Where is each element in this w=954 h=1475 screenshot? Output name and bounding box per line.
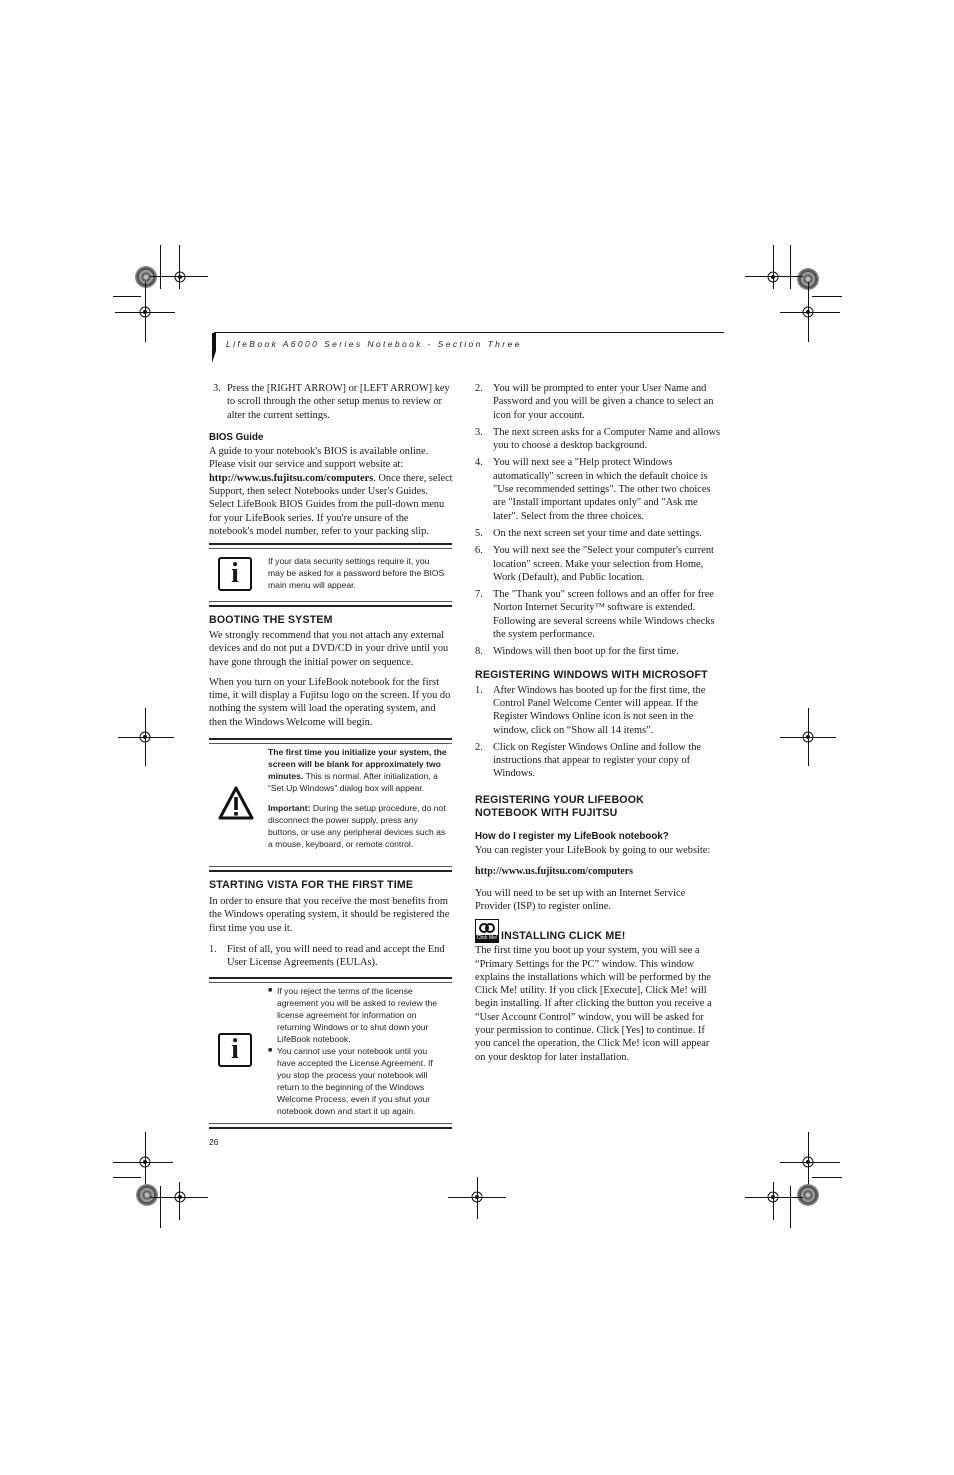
header-rule [214,332,724,333]
click-me-icon: Click Me! [475,919,499,943]
list-item: 3. Press the [RIGHT ARROW] or [LEFT ARROW] key to scroll through the other setup menus to review or alter the current settings. [213,383,450,421]
paragraph: When you turn on your LifeBook notebook for the first time, it will display a Fujitsu logo on the screen. If you do nothing the system will load the operating system, and then the Windows Welcome will begin. [209,676,451,728]
left-column-2 [209,614,453,735]
crosshair-icon [135,302,155,322]
info-icon: i [218,1033,252,1067]
crosshair-icon [798,302,818,322]
list-item: 1. First of all, you will need to read and accept the End User License Agreements (EULAs). [209,943,445,969]
crosshair-icon [763,1187,783,1207]
list-item: 7. The "Thank you" screen follows and an offer for free Norton Internet Security™ software is extended. Following are several screens while Windows checks the system performance. [475,589,715,641]
bullet-item: ■ If you reject the terms of the license agreement you will be asked to review the license agreement for information on returning Windows or to shut down your LifeBook notebook. [268,986,438,1044]
crosshair-icon [170,1187,190,1207]
list-item: 8. Windows will then boot up for the first time. [475,646,679,658]
crosshair-icon [763,267,783,287]
running-title: LifeBook A6000 Series Notebook - Section Three [226,339,522,349]
paragraph: The first time you boot up your system, you will see a “Primary Settings for the PC” window. This window explains the installations which will be performed by the Click Me! utility. If you click [Execute], Click Me! will begin installing. If after clicking the button you receive a “User Account Control” window, you will be asked for your permission to continue. Click [Yes] to continue. If you cancel the operation, the Click Me! icon will appear on your desktop for later installation. [475,945,712,1063]
caution-note-box [209,738,452,872]
click-me-heading-row [475,919,721,943]
crosshair-icon [467,1187,487,1207]
vista-heading: STARTING VISTA FOR THE FIRST TIME [209,879,414,891]
list-item: 5. On the next screen set your time and date settings. [475,527,702,539]
click-me-heading: INSTALLING CLICK ME! [501,930,626,943]
note-bullets [268,985,448,1117]
info-note-box-2 [209,977,452,1129]
crosshair-icon [135,727,155,747]
header-corner-marker [212,333,220,363]
registration-dial-icon [136,1184,158,1206]
list-item: 4. You will next see a "Help protect Windows automatically" screen in which the default choice is "Use recommended settings". The other two choices are "Install important updates only" and "Ask me later". Select from the three choices. [475,457,711,522]
paragraph: You can register your LifeBook by going to our website: [475,845,711,857]
page-number: 26 [209,1137,219,1147]
info-icon: i [218,557,252,591]
bios-guide-heading: BIOS Guide [209,431,264,443]
register-microsoft-heading: REGISTERING WINDOWS WITH MICROSOFT [475,668,708,681]
left-column [209,382,453,544]
crosshair-icon [170,267,190,287]
bullet-item: ■ You cannot use your notebook until you have accepted the License Agreement. If you stop the process your notebook will return to the beginning of the Windows Welcome Process, even if you shut your notebook down and start it up again. [268,1046,433,1116]
bios-guide-paragraph: A guide to your notebook's BIOS is available online. Please visit our service and support website at: http://www.us.fujitsu.com/computers. Once there, select Support, then select Notebooks under User's Guides. Select LifeBook BIOS Guides from the pull-down menu for your LifeBook series. If you're unsure of the notebook's model number, refer to your packing slip. [209,446,453,537]
fujitsu-url-link[interactable]: http://www.us.fujitsu.com/computers [475,866,634,878]
warning-icon [218,786,254,820]
paragraph: We strongly recommend that you not attach any external devices and do not put a DVD/CD in your drive until you have gone through the initial power on sequence. [209,630,449,668]
paragraph: You will need to be set up with an Internet Service Provider (ISP) to register online. [475,887,686,912]
registration-dial-icon [797,1184,819,1206]
left-column-3 [209,879,453,973]
register-question: How do I register my LifeBook notebook? [475,830,669,842]
registration-dial-icon [135,266,157,288]
list-item: 2. You will be prompted to enter your User Name and Password and you will be given a chance to select an icon for your account. [475,383,714,421]
list-item: 6. You will next see the "Select your computer's current location" screen. Make your selection from Home, Work (Default), and Public location. [475,545,714,583]
list-item: 3. The next screen asks for a Computer Name and allows you to choose a desktop background. [475,426,721,452]
bios-url-link[interactable]: http://www.us.fujitsu.com/computers [209,472,374,484]
register-fujitsu-heading: REGISTERING YOUR LIFEBOOK NOTEBOOK WITH FUJITSU [475,793,645,819]
booting-heading: BOOTING THE SYSTEM [209,614,333,626]
right-column [475,382,721,1070]
info-note-box [209,543,452,607]
crosshair-icon [798,727,818,747]
crosshair-icon [135,1152,155,1172]
note-text: If your data security settings require it, you may be asked for a password before the BIOS main menu will appear. [268,556,445,590]
list-item: 2. Click on Register Windows Online and follow the instructions that appear to register your copy of Windows. [475,741,702,780]
crosshair-icon [798,1152,818,1172]
list-item: 1. After Windows has booted up for the first time, the Control Panel Welcome Center will appear. If the Register Windows Online icon is not seen in the window, click on “Show all 14 items”. [475,684,706,736]
caution-text: The first time you initialize your system, the screen will be blank for approximately two minutes. This is normal. After initialization, a “Set Up Windows” dialog box will appear. Important: During the setup procedure, do not disconnect the power supply, press any buttons, or use any peripheral devices such as a mouse, keyboard, or remote control. [268,747,447,849]
paragraph: In order to ensure that you receive the most benefits from the Windows operating system, it should be registered the first time you use it. [209,896,450,934]
